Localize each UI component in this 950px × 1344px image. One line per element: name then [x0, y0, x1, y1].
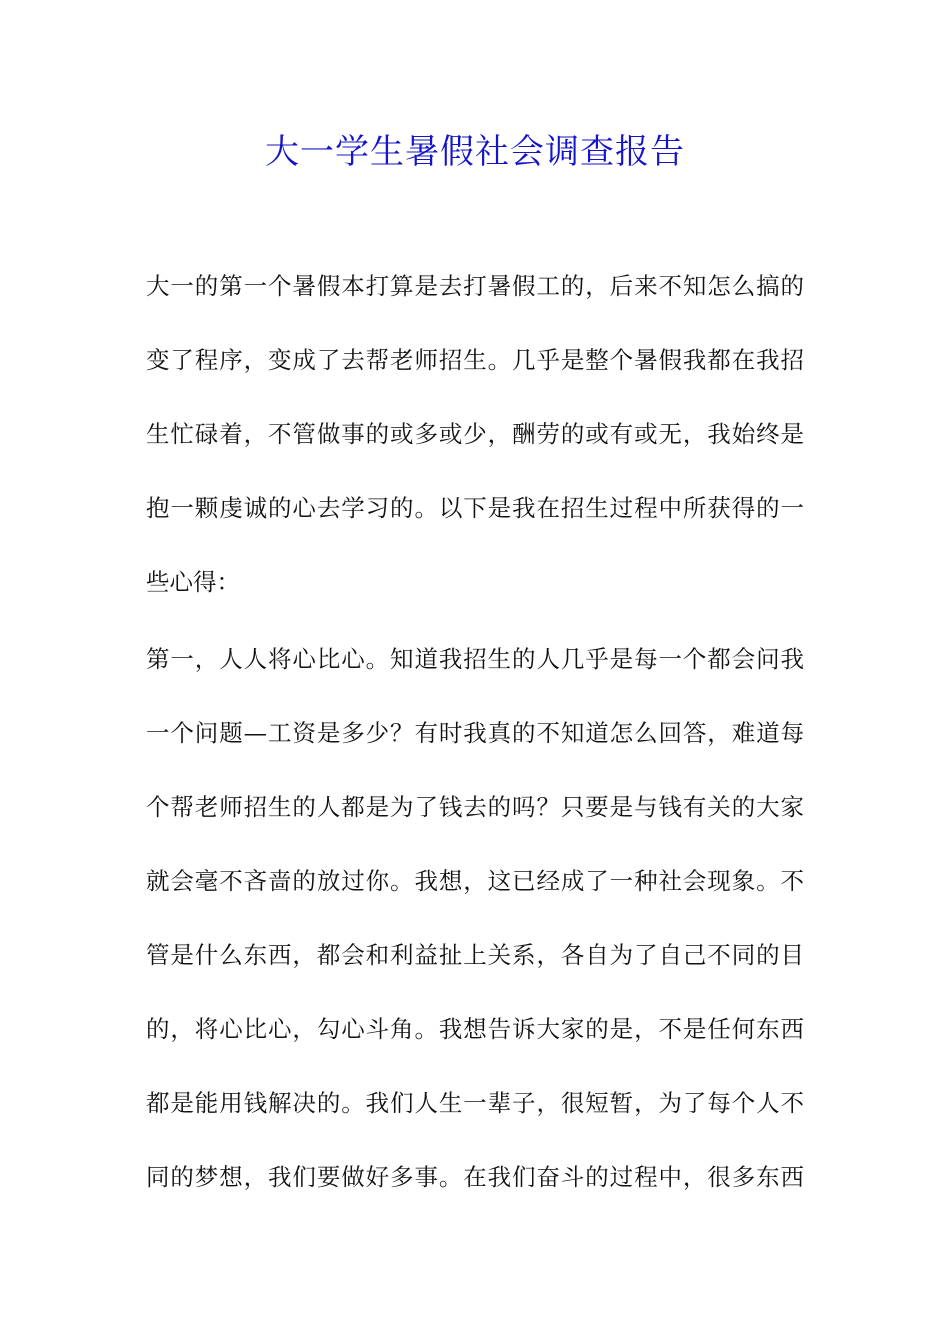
text-line: 管是什么东西，都会和利益扯上关系，各自为了自己不同的目	[146, 941, 804, 969]
text-line: 都是能用钱解决的。我们人生一辈子，很短暂，为了每个人不	[146, 1089, 804, 1117]
document-title: 大一学生暑假社会调查报告	[265, 132, 685, 172]
text-line: 就会毫不吝啬的放过你。我想，这已经成了一种社会现象。不	[146, 867, 804, 895]
text-line: 抱一颗虔诚的心去学习的。以下是我在招生过程中所获得的一	[146, 494, 804, 522]
text-line: 变了程序，变成了去帮老师招生。几乎是整个暑假我都在我招	[146, 346, 804, 374]
text-line: 一个问题—工资是多少？有时我真的不知道怎么回答，难道每	[146, 719, 804, 747]
text-line: 些心得：	[146, 568, 240, 596]
text-line: 大一的第一个暑假本打算是去打暑假工的，后来不知怎么搞的	[146, 272, 804, 300]
text-line: 的，将心比心，勾心斗角。我想告诉大家的是，不是任何东西	[146, 1015, 804, 1043]
text-line: 生忙碌着，不管做事的或多或少，酬劳的或有或无，我始终是	[146, 420, 804, 448]
text-line: 同的梦想，我们要做好多事。在我们奋斗的过程中，很多东西	[146, 1163, 804, 1191]
text-line: 第一，人人将心比心。知道我招生的人几乎是每一个都会问我	[146, 645, 804, 673]
text-line: 个帮老师招生的人都是为了钱去的吗？只要是与钱有关的大家	[146, 793, 804, 821]
